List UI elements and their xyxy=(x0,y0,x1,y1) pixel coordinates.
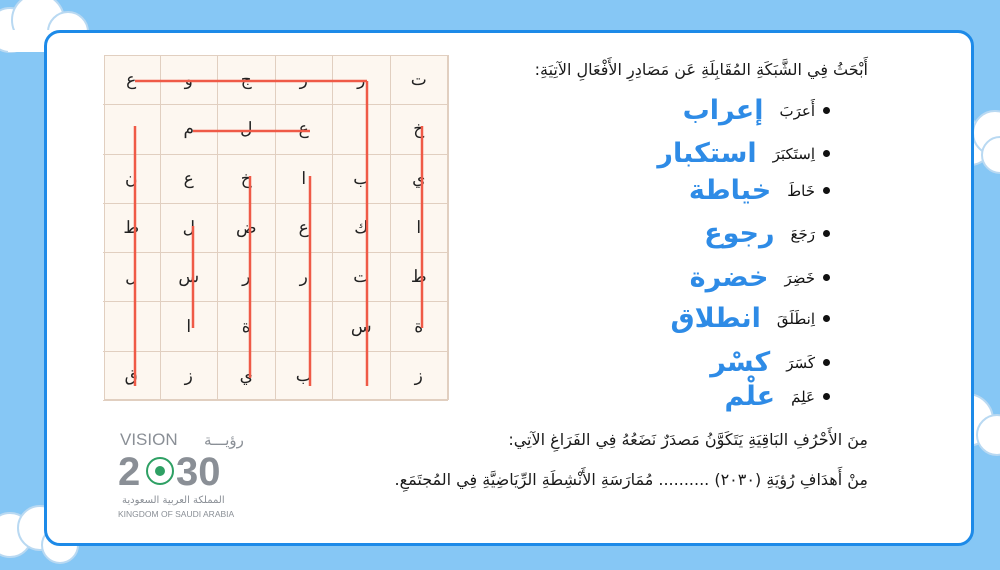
grid-cell: ك xyxy=(333,204,391,253)
grid-cell: ا xyxy=(276,155,334,204)
grid-cell: ت xyxy=(333,253,391,302)
grid-cell: ي xyxy=(218,352,276,401)
grid-cell: ي xyxy=(391,155,449,204)
masdar-answer: رجوع xyxy=(704,218,775,249)
logo-kingdom-en: KINGDOM OF SAUDI ARABIA xyxy=(118,509,235,519)
grid-cell: ب xyxy=(333,155,391,204)
word-search-grid xyxy=(104,55,449,400)
grid-cell: ر xyxy=(218,253,276,302)
masdar-answer: إعراب xyxy=(682,95,764,126)
verb-row xyxy=(657,138,830,169)
bullet-icon xyxy=(823,274,830,281)
logo-year-left: 2 xyxy=(118,450,141,494)
grid-cell: ع xyxy=(276,105,334,154)
verb-row xyxy=(704,218,830,249)
fill-instruction: مِنَ الأَحْرُفِ البَاقِيَةِ يَتَكَوَّنُ مَصدَرٌ نَضَعُهُ فِي الفَرَاغِ الآتِي: xyxy=(508,430,868,449)
verb-label: اِنطَلَقَ xyxy=(776,309,815,328)
masdar-answer: استكبار xyxy=(657,138,757,169)
question-title: أَبْحَثُ فِي الشَّبَكَةِ المُقَابِلَةِ عَن مَصَادِرِ الأَفْعَالِ الآتِيَةِ: xyxy=(534,60,868,79)
grid-cell: ا xyxy=(391,204,449,253)
grid-cell: ر xyxy=(276,56,334,105)
grid-cell: ب xyxy=(276,352,334,401)
verb-label: اِستَكبَرَ xyxy=(772,144,815,163)
bullet-icon xyxy=(823,230,830,237)
grid-cell: ر xyxy=(276,253,334,302)
grid-cell: م xyxy=(161,105,219,154)
grid-cell: ط xyxy=(391,253,449,302)
grid-cell: ن xyxy=(103,155,161,204)
grid-cell: ة xyxy=(218,302,276,351)
verb-label: كَسَرَ xyxy=(786,353,815,372)
grid-cell: ل xyxy=(218,105,276,154)
verb-row xyxy=(689,175,830,206)
grid-cell: و xyxy=(161,56,219,105)
grid-cell: ج xyxy=(218,56,276,105)
grid-cell: ع xyxy=(161,155,219,204)
bullet-icon xyxy=(823,107,830,114)
verb-label: عَلِمَ xyxy=(791,387,815,406)
grid-cell: س xyxy=(161,253,219,302)
grid-cell: ة xyxy=(391,302,449,351)
bullet-icon xyxy=(823,393,830,400)
grid-cell: ط xyxy=(103,204,161,253)
grid-cell: س xyxy=(333,302,391,351)
grid-cell: خ xyxy=(218,155,276,204)
grid-cell: ز xyxy=(161,352,219,401)
grid-cell: خ xyxy=(391,105,449,154)
fill-sentence: مِنْ أَهدَافِ رُؤيَةِ (٢٠٣٠) .......... مُمَارَسَةِ الأَنْشِطَةِ الرِّيَاضِيَّةِ فِي المُجتَمَعِ. xyxy=(394,470,868,489)
verb-label: خَضِرَ xyxy=(784,268,815,287)
bullet-icon xyxy=(823,359,830,366)
masdar-answer: خضرة xyxy=(689,262,769,293)
found-word-lines xyxy=(105,56,450,401)
logo-vision-ar: رؤيـــة xyxy=(204,431,244,449)
verb-row xyxy=(690,262,830,293)
grid-cell: ز xyxy=(391,352,449,401)
grid-cell: ا xyxy=(161,302,219,351)
grid-cell: ت xyxy=(391,56,449,105)
verb-label: خَاطَ xyxy=(787,181,815,200)
grid-cell: ق xyxy=(103,352,161,401)
verb-label: أَعرَبَ xyxy=(779,101,815,120)
grid-cell: ل xyxy=(103,253,161,302)
grid-cell: ل xyxy=(161,204,219,253)
grid-cell: ع xyxy=(276,204,334,253)
verb-row xyxy=(671,303,830,334)
verb-row xyxy=(683,95,830,126)
vision-2030-logo xyxy=(112,423,262,523)
verb-row xyxy=(724,381,830,412)
grid-cell: ع xyxy=(103,56,161,105)
bullet-icon xyxy=(823,187,830,194)
masdar-answer: علْم xyxy=(724,381,776,412)
bullet-icon xyxy=(823,315,830,322)
grid-cell: ض xyxy=(218,204,276,253)
masdar-answer: خياطة xyxy=(688,175,772,206)
logo-vision-en: VISION xyxy=(120,430,178,449)
masdar-answer: كسْر xyxy=(710,347,771,378)
grid-cell: ر xyxy=(333,56,391,105)
masdar-answer: انطلاق xyxy=(670,303,761,334)
verb-row xyxy=(710,347,830,378)
logo-kingdom-ar: المملكة العربية السعودية xyxy=(122,495,225,506)
logo-year-right: 30 xyxy=(176,450,221,494)
verb-label: رَجَعَ xyxy=(790,224,815,243)
bullet-icon xyxy=(823,150,830,157)
